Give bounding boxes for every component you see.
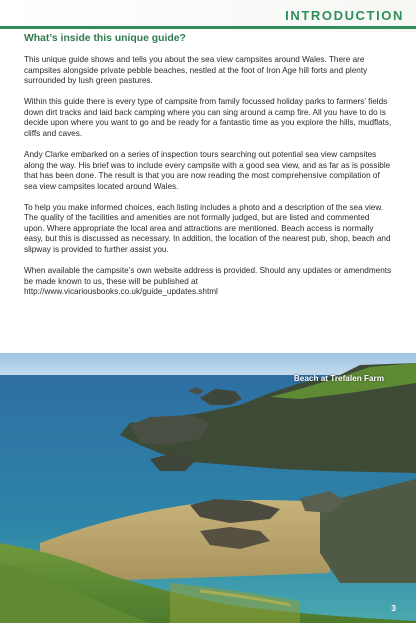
article-body [24, 55, 392, 308]
section-title: INTRODUCTION [285, 8, 404, 23]
page-header [0, 0, 416, 32]
paragraph-updates: When available the campsite’s own website address is provided. Should any updates or amendments be made known to us, these will be published at http://www.vicariousbooks.co.uk/guide_updates.shtml [24, 266, 392, 297]
paragraph-intro: This unique guide shows and tells you about the sea view campsites around Wales. There are campsites alongside private pebble beaches, nestled at the foot of Iron Age hill forts and plenty surrounded by lush green pastures. [24, 55, 368, 86]
paragraph-author: Andy Clarke embarked on a series of inspection tours searching out potential sea view campsites along the way. His brief was to include every campsite with a good sea view, and as far as is possible that has been done. The result is that you are now reading the most comprehensive compilation of sea view campsites located around Wales. [24, 149, 391, 191]
photo-caption: Beach at Trefalen Farm [293, 374, 384, 383]
page-number: 3 [391, 603, 396, 613]
article-heading: What’s inside this unique guide? [24, 33, 186, 44]
paragraph-listings: To help you make informed choices, each listing includes a photo and a description of the sea view. The quality of the facilities and amenities are not formally judged, but are listed and commented upon. Where appropriate the local area and attractions are mentioned. Beach access is normally easy, but this is discussed as necessary. In addition, the location of the nearest pub, shop, beach and slipway is provided to further assist you. [24, 202, 391, 255]
beach-illustration [0, 353, 416, 623]
paragraph-campsite-types: Within this guide there is every type of campsite from family focussed holiday parks to farmers’ fields down dirt tracks and laid back camping where you can sing around a camp fire. All you have to do is decide upon where you want to go and be ready for a fantastic time as you explore the hills, mudflats, cliffs and caves. [24, 97, 392, 138]
beach-photo [0, 353, 416, 623]
header-rule [0, 26, 416, 29]
